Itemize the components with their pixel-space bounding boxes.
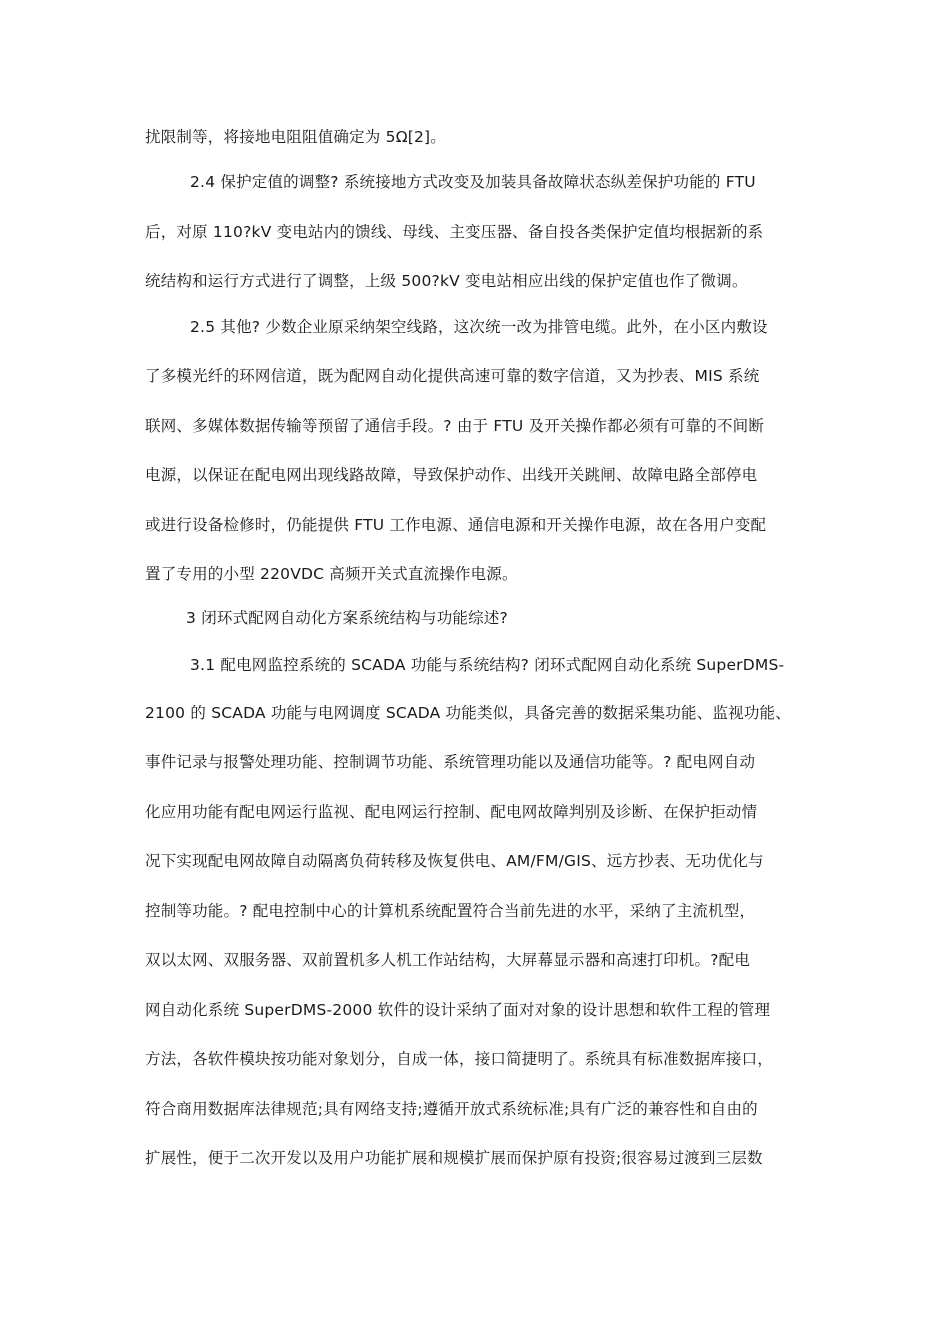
text-line-3: 后，对原 110?kV 变电站内的馈线、母线、主变压器、备自投各类保护定值均根据新的系 <box>145 223 764 241</box>
text-line-16: 况下实现配电网故障自动隔离负荷转移及恢复供电、AM/FM/GIS、远方抄表、无功优化与 <box>145 852 764 870</box>
text-line-20: 方法，各软件模块按功能对象划分，自成一体，接口简捷明了。系统具有标准数据库接口， <box>145 1050 774 1068</box>
text-line-6: 了多模光纤的环网信道，既为配网自动化提供高速可靠的数字信道，又为抄表、MIS 系统 <box>145 367 760 385</box>
text-line-10: 置了专用的小型 220VDC 高频开关式直流操作电源。 <box>145 565 518 583</box>
text-line-15: 化应用功能有配电网运行监视、配电网运行控制、配电网故障判别及诊断、在保护拒动情 <box>145 803 758 821</box>
text-line-19: 网自动化系统 SuperDMS-2000 软件的设计采纳了面对对象的设计思想和软件工程的管理 <box>145 1001 771 1019</box>
text-line-14: 事件记录与报警处理功能、控制调节功能、系统管理功能以及通信功能等。? 配电网自动 <box>145 753 756 771</box>
section-3-heading: 3 闭环式配网自动化方案系统结构与功能综述? <box>186 609 508 627</box>
text-line-13: 2100 的 SCADA 功能与电网调度 SCADA 功能类似，具备完善的数据采集功能、监视功能、 <box>145 704 791 722</box>
text-line-8: 电源，以保证在配电网出现线路故障，导致保护动作、出线开关跳闸、故障电路全部停电 <box>145 466 758 484</box>
text-line-9: 或进行设备检修时，仍能提供 FTU 工作电源、通信电源和开关操作电源，故在各用户变配 <box>145 516 767 534</box>
paragraph-2-4-start: 2.4 保护定值的调整? 系统接地方式改变及加装具备故障状态纵差保护功能的 FTU <box>190 173 756 191</box>
paragraph-2-5-start: 2.5 其他? 少数企业原采纳架空线路，这次统一改为排管电缆。此外，在小区内敷设 <box>190 318 768 336</box>
text-line-22: 扩展性，便于二次开发以及用户功能扩展和规模扩展而保护原有投资;很容易过渡到三层数 <box>145 1149 763 1167</box>
text-line-18: 双以太网、双服务器、双前置机多人机工作站结构，大屏幕显示器和高速打印机。?配电 <box>145 951 751 969</box>
text-line-17: 控制等功能。? 配电控制中心的计算机系统配置符合当前先进的水平，采纳了主流机型， <box>145 902 756 920</box>
text-line-7: 联网、多媒体数据传输等预留了通信手段。? 由于 FTU 及开关操作都必须有可靠的不间断 <box>145 417 765 435</box>
paragraph-3-1-start: 3.1 配电网监控系统的 SCADA 功能与系统结构? 闭环式配网自动化系统 SuperDMS- <box>190 656 785 674</box>
text-line-4: 统结构和运行方式进行了调整，上级 500?kV 变电站相应出线的保护定值也作了微调。 <box>145 272 748 290</box>
text-line-21: 符合商用数据库法律规范;具有网络支持;遵循开放式系统标准;具有广泛的兼容性和自由的 <box>145 1100 758 1118</box>
text-line-1: 扰限制等，将接地电阻阻值确定为 5Ω[2]。 <box>145 128 446 146</box>
